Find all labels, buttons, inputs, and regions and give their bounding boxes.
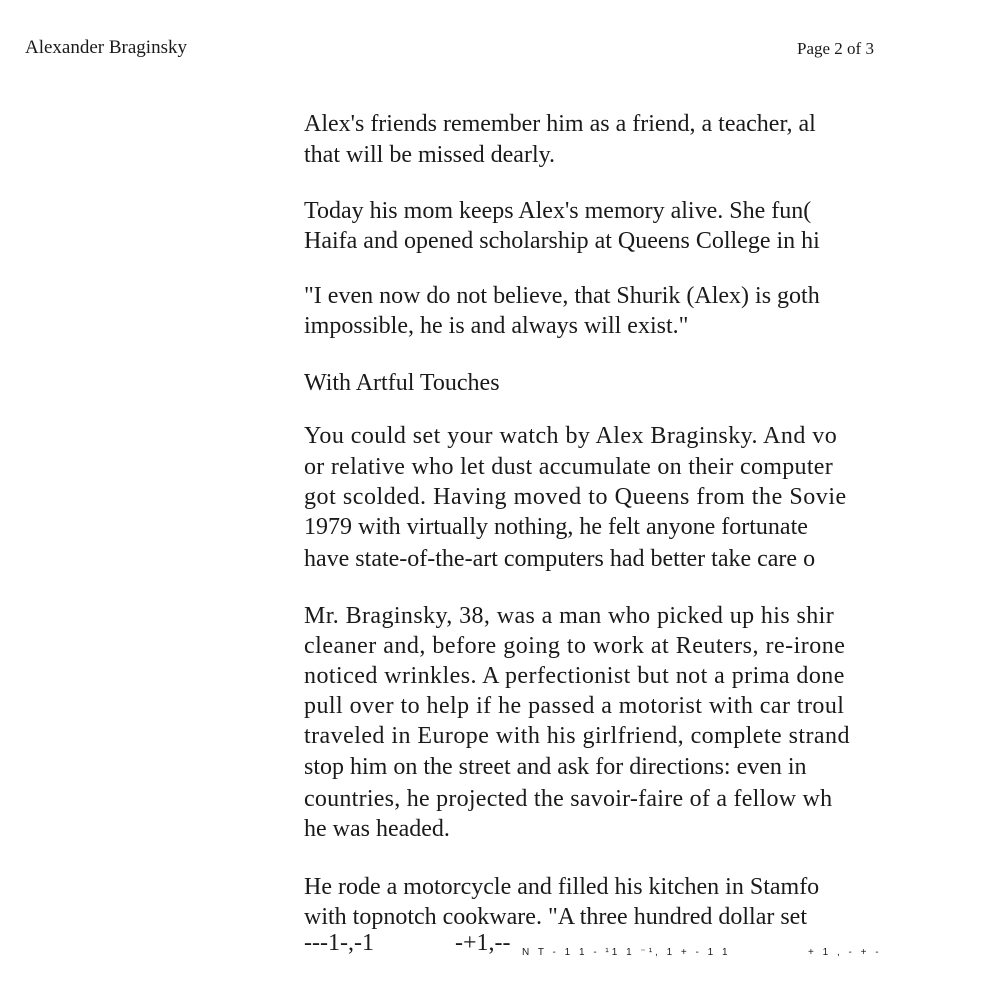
paragraph-6-line-5: traveled in Europe with his girlfriend, complete strand — [304, 723, 850, 749]
paragraph-3-line-2: impossible, he is and always will exist." — [304, 313, 689, 339]
scan-artifact-3: N T - 1 1 - ¹1 1 ⁻¹, 1 + - 1 1 — [522, 947, 731, 958]
header-author-name: Alexander Braginsky — [25, 37, 187, 58]
paragraph-5-line-2: or relative who let dust accumulate on their computer — [304, 454, 834, 480]
paragraph-5-line-1: You could set your watch by Alex Braginsky. And vo — [304, 423, 838, 449]
paragraph-2-line-2: Haifa and opened scholarship at Queens College in hi — [304, 228, 820, 254]
paragraph-6-line-8: he was headed. — [304, 816, 450, 842]
paragraph-5-line-3: got scolded. Having moved to Queens from the Sovie — [304, 484, 847, 510]
paragraph-6-line-4: pull over to help if he passed a motorist with car troul — [304, 693, 845, 719]
scan-artifact-2: -+1,-- — [455, 930, 511, 956]
paragraph-6-line-1: Mr. Braginsky, 38, was a man who picked up his shir — [304, 603, 835, 629]
paragraph-2-line-1: Today his mom keeps Alex's memory alive. She fun( — [304, 198, 812, 224]
section-heading: With Artful Touches — [304, 370, 500, 396]
paragraph-5-line-5: have state-of-the-art computers had better take care o — [304, 546, 816, 572]
paragraph-7-line-2: with topnotch cookware. "A three hundred dollar set — [304, 904, 807, 930]
article-body — [304, 0, 1000, 960]
paragraph-3-line-1: "I even now do not believe, that Shurik (Alex) is goth — [304, 283, 820, 309]
scan-artifact-1: ---1-,-1 — [304, 930, 374, 956]
paragraph-6-line-7: countries, he projected the savoir-faire of a fellow wh — [304, 786, 833, 812]
scan-artifact-4: + 1 , - + - — [808, 947, 882, 958]
paragraph-6-line-2: cleaner and, before going to work at Reuters, re-irone — [304, 633, 846, 659]
paragraph-6-line-6: stop him on the street and ask for directions: even in — [304, 754, 807, 780]
paragraph-7-line-1: He rode a motorcycle and filled his kitchen in Stamfo — [304, 874, 820, 900]
header-page-number: Page 2 of 3 — [797, 39, 874, 58]
scan-artifact-row — [0, 928, 1000, 968]
paragraph-6-line-3: noticed wrinkles. A perfectionist but not a prima done — [304, 663, 845, 689]
paragraph-1-line-1: Alex's friends remember him as a friend, a teacher, al — [304, 111, 816, 137]
paragraph-1-line-2: that will be missed dearly. — [304, 142, 556, 168]
paragraph-5-line-4: 1979 with virtually nothing, he felt anyone fortunate — [304, 514, 808, 540]
